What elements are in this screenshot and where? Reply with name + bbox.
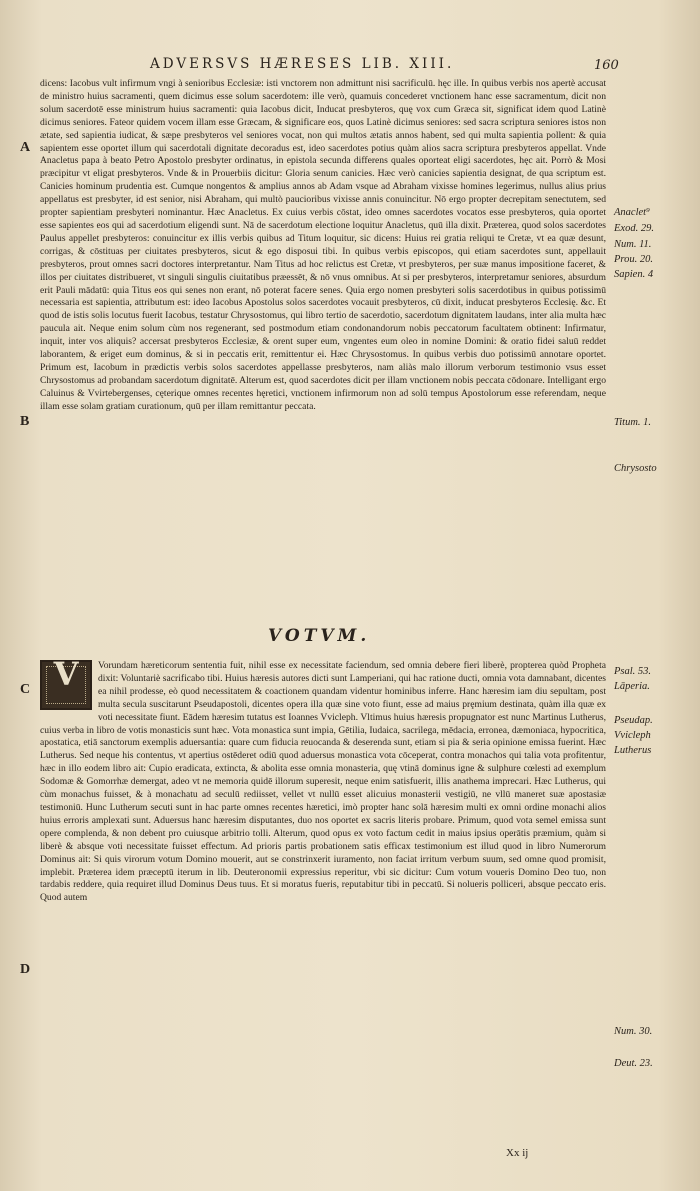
margin-note: Sapien. 4 <box>614 269 654 280</box>
margin-letter-c: C <box>20 682 31 697</box>
margin-note: Psal. 53. <box>614 666 652 677</box>
paragraph-unction: dicens: Iacobus vult infirmum vngi à senioribus Ecclesiæ: isti vnctorem non admittunt nisi sacrificulū. hęc ille. In quibus verbis nos apertè accusat de ministro huius sacramenti, quem dicimus esse solum sacerdotem: ille verò, quamuis concederet vnctionem hanc esse sacramentum, dicit non solum sacerdotē esse ministrum huius sacramenti: quia Iacobus dicit, Inducat presbyteros, quę vox cum Græca sit, significat idem quod Latinè dicimus seniores. Fateor quidem vocem illam esse Græcam, & significare eos, quos Latinè dicimus seniores: sed sacra scriptura seniores istos non ætate, sed sapientia iudicat, & sæpe presbyteros vel seniores vocat, non qui multos ætatis annos habent, sed qui multa sapientia pollent: & quia sapientem esse oportet illum qui sacerdotali dignitate decoradus est, ideo sacerdotes potius quàm alios sacra scriptura presbyteros appellat. Vnde Anacletus papa à beato Petro Apostolo presbyter ordinatus, in epistola secunda differens quales oporteat eligi sacerdotes, hęc ait. Porrò & Mosi præcipitur vt eligat presbyteros. Vnde & in Prouerbiis dicitur: Gloria senum canicies. Hæc verò canicies sapientia designat, de qua scriptum est. Canicies hominum prudentia est. Cumque nongentos & amplius annos ab Adam vsque ad Abraham vixisse homines legerimus, nullus alius prius appellatus est presbyter, id est senior, nisi Abraham, qui multò paucioribus vixisse annis conuincitur. Nō ergo propter decrepitam senectutem, sed propter sapientiam presbyteri nominantur. Hæc Anacletus. Ex cuius verbis cōstat, ideo omnes sacerdotes vocatos esse presbyteros, quia oportet esse sapientes eos qui ad sacerdotium eligendi sunt. Nā de sacerdotum electione loquitur Anacletus, quū illa dixit. Præterea, quod solos sacerdotes Paulus appellet presbyteros: conuincitur ex illis verbis quibus ad Titum loquitur, sic dicens: Huius rei gratia reliqui te Cretæ, vt ea quæ desunt, corrigas, & cōstituas per ciuitates presbyteros, sicut & ego disposui tibi. In quibus verbis episcopos, qui etiam sacerdotes sunt, appellauit presbyteros, prout omnes sacri doctores interpretantur. Nam Titus ad hoc relictus est Cretæ, vt presbyteros, per suæ manus impositione faceret, & illos per ciuitates distribueret, vt singuli singulis ciuitatibus præessēt, & nō vnus omnibus. At si per presbyteros, interpretamur seniores, absurdum erit Pauli mādatū: quia Titus eos qui senes non erant, nō poterat facere senes. Quia ergo nomen presbyteri solis sacerdotibus in quibus potissimū necessaria est sapientia, attributum est: ideo Iacobus Apostolus solos sacerdotes vocauit presbyteros, cū dixit, inducat presbyteros Ecclesię. &c. Et quod de istis solis locutus fuerit Iacobus, testatur Chrysostomus, qui libro tertio de sacerdotio, sacerdotum dignitatem laudans, inter alia multa hæc paucula ait. Neque enim solum cùm nos regenerant, sed postmodum etiam condonandorum nobis peccatorum facultatem obtinent: Infirmatur, inquit, inter vos aliquis? accersat presbyteros Ecclesiæ, & orent super eum, vngentes eum oleo in nomine Domini: & oratio fidei saluū reddet laborantem, & eriget eum dominus, & si in peccatis erit, remittentur ei. Hæc Chrysostomus. In quibus verbis duo potissimū annotare oportet. Primum est, Iacobum in prædictis verbis solos sacerdotes appellasse presbyteros, nam aliàs malo illorum verborum testimonio vsus esset Chrysostomus ad probandam sacerdotum dignitatē. Alterum est, quod sacerdotes dicit per illam vnctionem nobis peccata cōdonare. Intelligant ergo Caluinus & Vvirtebergenses, cęterique omnes recentes hęretici, vnctionem infirmorum non ad solū tempus Apostolorum esse referendam, neque illam esse solam gratiam curationum, quū per illam remittantur peccata. <box>40 78 606 412</box>
margin-letter-d: D <box>20 962 31 977</box>
margin-note: Deut. 23. <box>614 1058 653 1069</box>
margin-letter-a: A <box>20 140 31 155</box>
decorated-initial <box>40 660 92 710</box>
margin-note: Titum. 1. <box>614 417 652 428</box>
text-block-sacramentum <box>40 78 606 626</box>
paragraph-votum: Vorundam hæreticorum sententia fuit, nihil esse ex necessitate faciendum, sed omnia debere fieri liberè, propterea quòd Propheta dixit: Voluntariè sacrificabo tibi. Huius hæresis autores dicti sunt Lamperiani, qui hac ratione ducti, omnia vota damnabant, dicentes ea nihil prodesse, eò quod necessitatem & coactionem quandam videntur hominibus inferre. Hanc hæresim iam diu sepultam, post multa secula suscitarunt Pseudapostoli, dicentes opera illa quæ sine voto fiunt, esse ad maius prȩmium destinata, quàm illa quæ ex voti necessitate fiunt. Eādem hæresim tutatus est Ioannes Vvicleph. Vltimus huius hæresis propugnator est nunc Martinus Lutherus, cuius verba in libro de votis monasticis sunt hæc. Vota monastica sunt impia, Gētilia, Iudaica, sacrilega, mēdacia, erronea, dæmoniaca, hypocritica, apostatica, etiā sanctorum exemplis aduersantia: quare cum fiducia reuocanda & deserenda sunt, etiam si pia & seria opinione emissa fuerint. Hæc Lutherus. Sed neque his contentus, vt apertius ostēderet odiū quod aduersus monastica vota cōceperat, contra monachos qui talia vota profitentur, hæc in illo eodem libro ait: Cupio eradicata, extincta, & abolita esse omnia monasteria, quę vtinā dominus igne & sulphure cœlesti ad exemplum Sodomæ & Gomorrhæ demergat, adeo vt ne memoria quidē illorum superesit, neque enim satisfuerit, illis anathema imprecari. Hæc Lutherus, qui cùm monachus fuisset, & à monachatu ad seculū rediisset, vellet vt nullū esset alicuius monasterii vestigiū, ne vllū maneret suæ apostasiæ testimoniū. Hunc Lutherum secuti sunt in hac parte omnes recentes hæretici, imò propter hanc solā hæresim multi ex omni ordine monachi alios huius erroris amplexati sunt. Aduersus hanc hæresim disputantes, duo nos oportet ex sacris literis probare. Primum, quod vota semel emissa sunt opere complenda, & non debent pro cuiusque arbitrio tolli. Alterum, quod opus ex voto factum cedit in maius ipsius operātis præmium, quàm si liberè & absque voti necessitate fuisset effectum. Ad prioris partis probationem satis efficax testimonium est illud quod in libro Numerorum Dominus ait: Si quis virorum votum Domino mouerit, aut se constrinxerit iuramento, non faciat irritum verbum suum, sed omne quod promisit, implebit. Præterea idem præceptū iterum in lib. Deuteronomii expressius reperitur, vbi sic dicitur: Cum votum voueris Domino Deo tuo, non tardabis reddere, quia requiret illud Dominus Deus tuus. Et si moratus fueris, reputabitur tibi in peccatū. Si nolueris polliceri, absque peccato eris. Quod autem <box>40 660 606 904</box>
margin-note: Num. 30. <box>614 1026 653 1037</box>
initial-letter: V <box>53 660 79 693</box>
margin-letter-b: B <box>20 414 30 429</box>
margin-note: Anaclet⁹ <box>614 207 650 218</box>
running-header: ADVERSVS HÆRESES LIB. XIII. <box>150 56 455 72</box>
text-block-votum <box>40 660 606 1080</box>
margin-note: Lutherus <box>614 745 652 756</box>
margin-note: Vvicleph <box>614 730 651 741</box>
margin-note: Prou. 20. <box>614 254 653 265</box>
margin-note: Pseudap. <box>614 715 653 726</box>
signature-mark: Xx ij <box>506 1147 529 1159</box>
page-number: 160 <box>594 58 619 73</box>
margin-note: Num. 11. <box>614 239 652 250</box>
margin-note: Chrysosto <box>614 463 657 474</box>
margin-note: Exod. 29. <box>614 223 654 234</box>
section-title-votum: VOTVM. <box>268 626 371 646</box>
margin-note: Lāperia. <box>614 681 650 692</box>
